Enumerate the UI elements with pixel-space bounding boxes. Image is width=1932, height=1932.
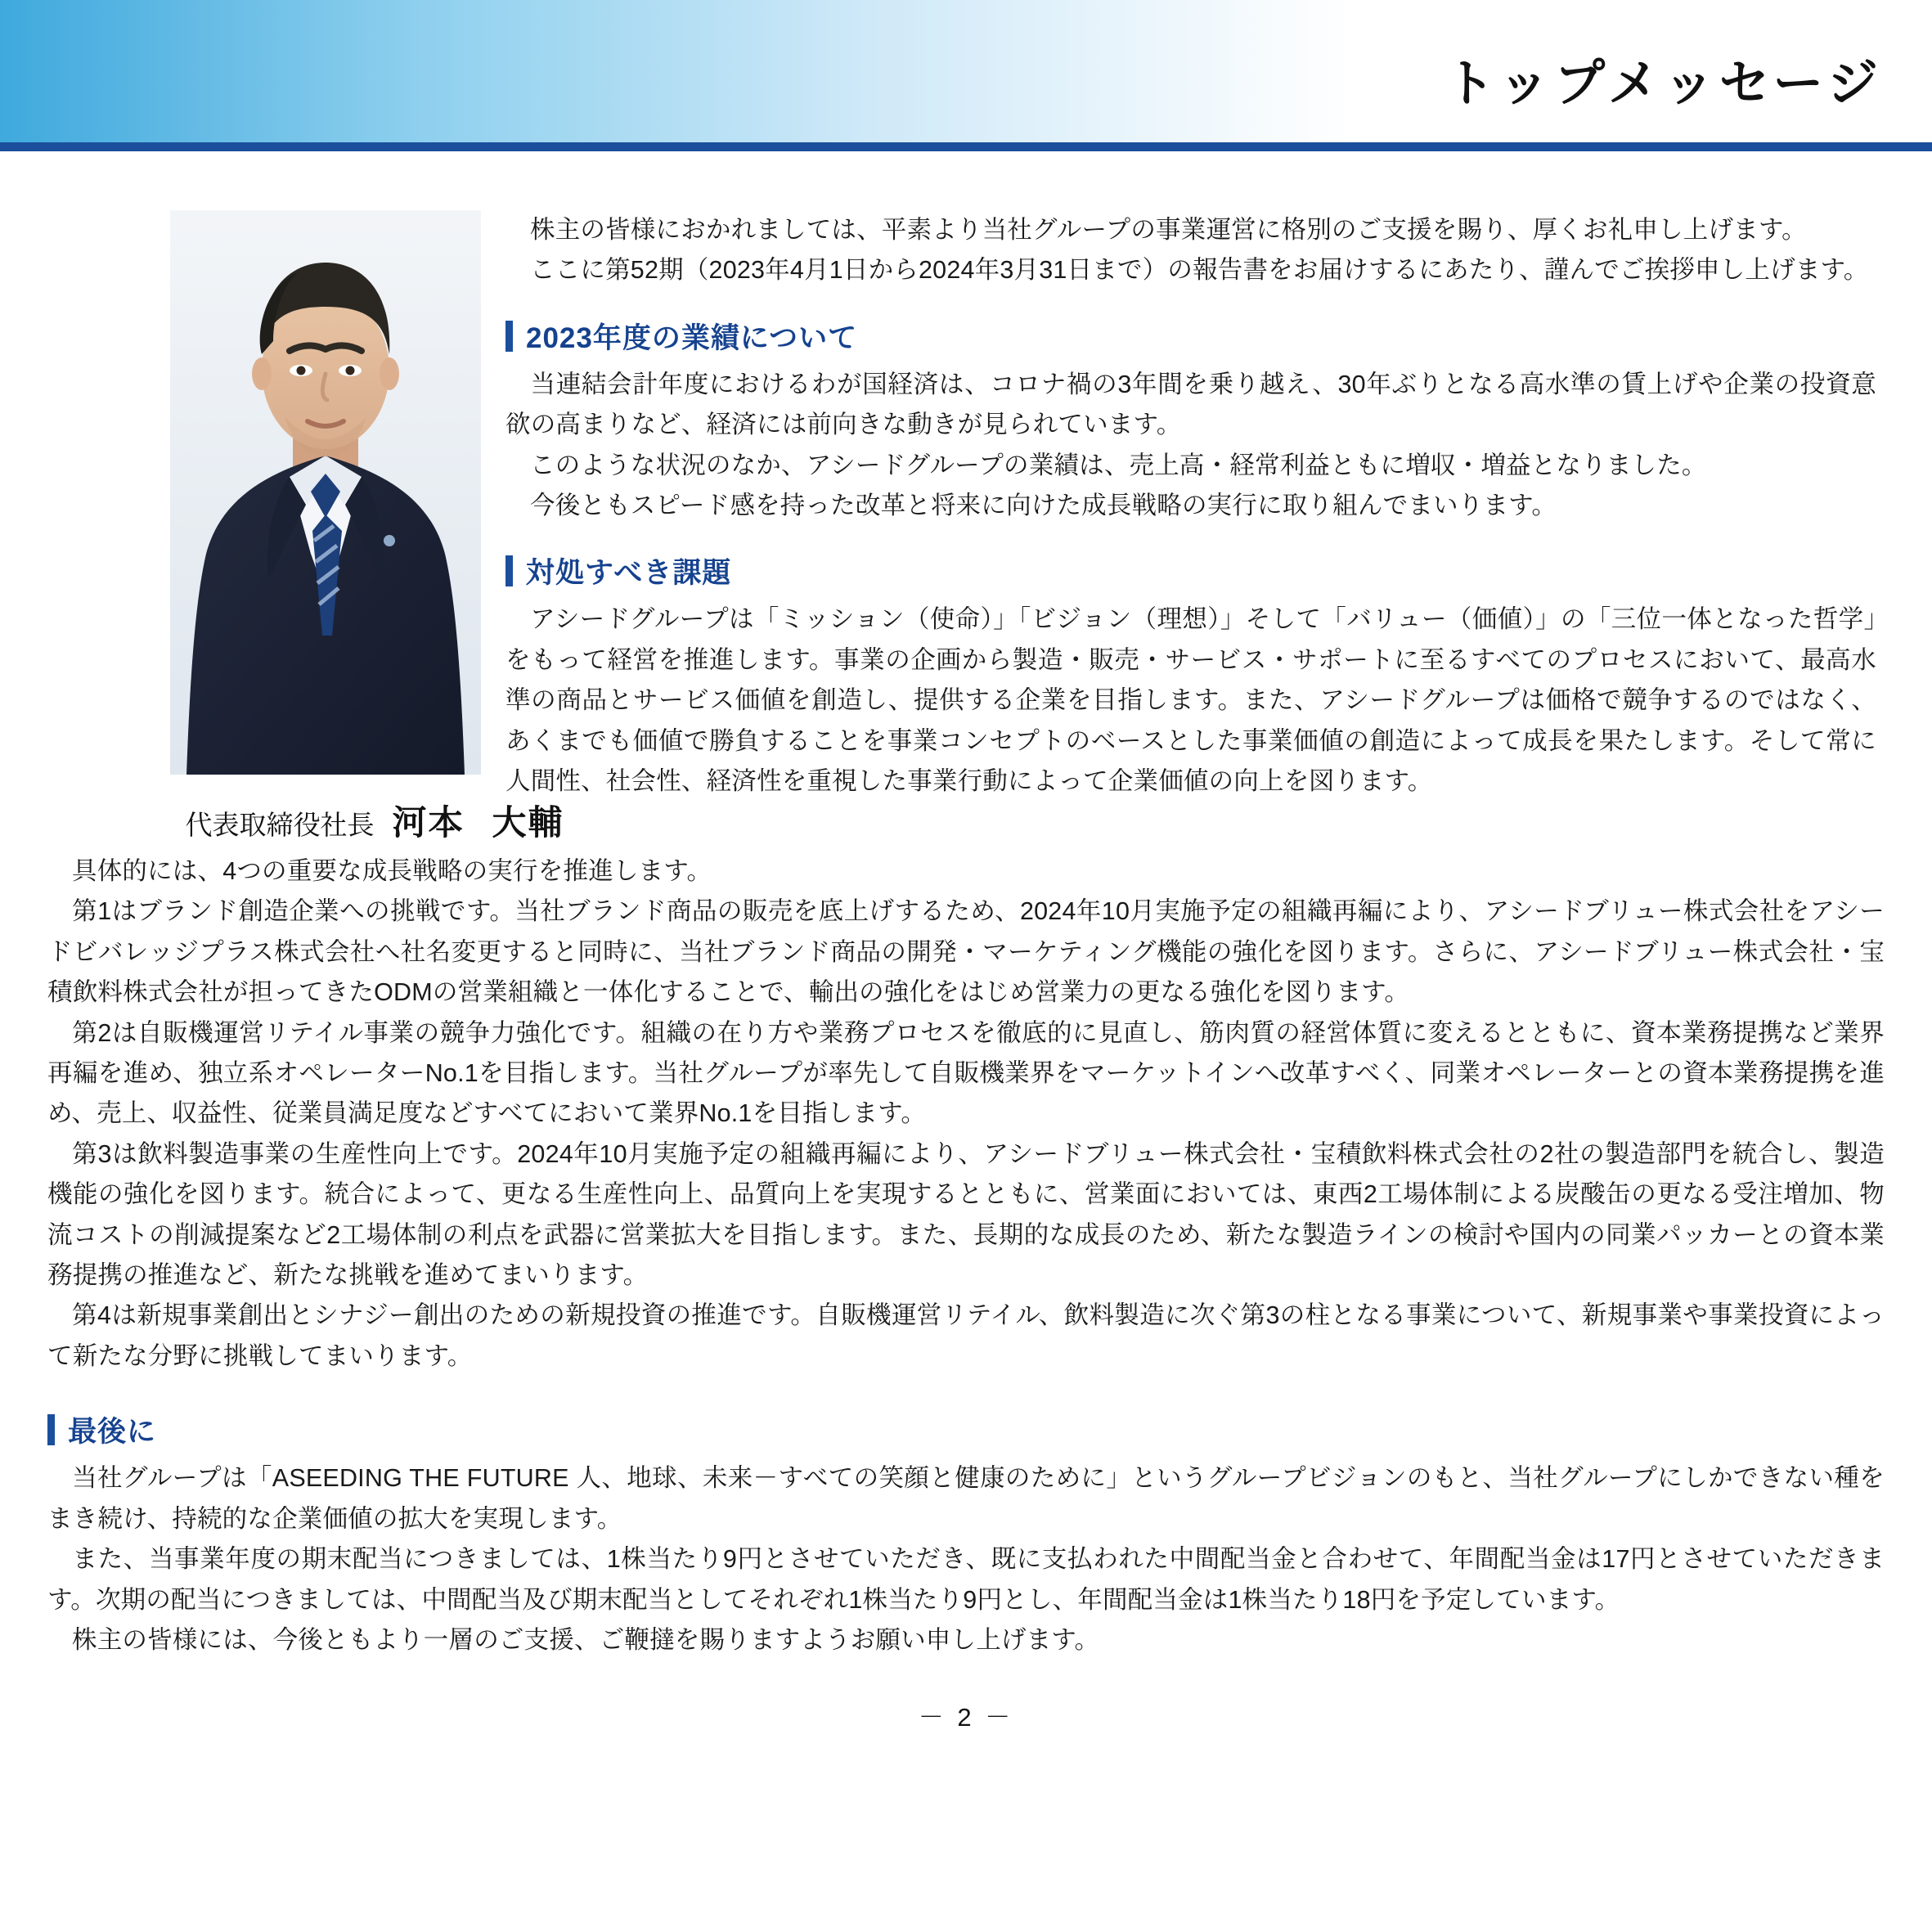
closing-paragraph xyxy=(47,1539,1885,1620)
strategy-paragraph-text: 第2は自販機運営リテイル事業の競争力強化です。組織の在り方や業務プロセスを徹底的に見直し、筋肉質の経営体質に変えるとともに、資本業務提携など業界再編を進め、独立系オペレーターNo.1を目指します。当社グループが率先して自販機業界をマーケットインへ改革すべく、同業オペレーターとの資本業務提携を進め、売上、収益性、従業員満足度などすべてにおいて業界No.1を目指します。 xyxy=(47,1018,1885,1128)
page-number: － 2 － xyxy=(918,1703,1014,1732)
section-heading-results-label: 2023年度の業績について xyxy=(526,321,858,354)
portrait-column xyxy=(47,210,564,845)
page-body xyxy=(0,151,1932,1733)
section-paragraph xyxy=(505,365,1876,446)
president-photo xyxy=(170,210,481,775)
intro-paragraph xyxy=(505,250,1876,290)
strategy-paragraphs xyxy=(47,851,1885,1377)
section-heading-closing-label: 最後に xyxy=(68,1416,157,1449)
closing-paragraph-text: 株主の皆様には、今後ともより一層のご支援、ご鞭撻を賜りますようお願い申し上げます。 xyxy=(72,1625,1100,1654)
page-header xyxy=(0,0,1932,151)
intro-paragraph-text: 株主の皆様におかれましては、平素より当社グループの事業運営に格別のご支援を賜り、厚くお礼申し上げます。 xyxy=(530,216,1807,244)
section-paragraph-text: 当連結会計年度におけるわが国経済は、コロナ禍の3年間を乗り越え、30年ぶりとなる高水準の賃上げや企業の投資意欲の高まりなど、経済には前向きな動きが見られています。 xyxy=(505,370,1876,439)
closing-paragraph xyxy=(47,1458,1885,1539)
strategy-paragraph xyxy=(47,1296,1885,1377)
heading-accent-bar xyxy=(505,555,513,586)
section-heading-closing xyxy=(47,1409,1885,1450)
portrait-name-last: 大輔 xyxy=(492,803,564,842)
section-paragraph-text: このような状況のなか、アシードグループの業績は、売上高・経常利益ともに増収・増益となりました。 xyxy=(530,451,1707,479)
closing-paragraph xyxy=(47,1620,1885,1660)
section-heading-results xyxy=(505,316,1876,357)
portrait-caption-name xyxy=(392,803,564,842)
section-paragraph xyxy=(505,446,1876,486)
top-section xyxy=(47,151,1885,845)
closing-paragraph-text: また、当事業年度の期末配当につきましては、1株当たり9円とさせていただき、既に支払われた中間配当金と合わせて、年間配当金は17円とさせていただきます。次期の配当につきましては、中間配当及び期末配当としてそれぞれ1株当たり9円とし、年間配当金は1株当たり18円を予定しています。 xyxy=(47,1545,1885,1614)
intro-text-column xyxy=(505,210,1885,802)
section-paragraph xyxy=(505,486,1876,526)
strategy-paragraph-text: 第1はブランド創造企業への挑戦です。当社ブランド商品の販売を底上げするため、2024年10月実施予定の組織再編により、アシードブリュー株式会社をアシードビバレッジプラス株式会社へ社名変更すると同時に、当社ブランド商品の開発・マーケティング機能の強化を図ります。さらに、アシードブリュー株式会社・宝積飲料株式会社が担ってきたODMの営業組織と一体化することで、輸出の強化をはじめ営業力の更なる強化を図ります。 xyxy=(47,897,1885,1007)
strategy-paragraph-text: 具体的には、4つの重要な成長戦略の実行を推進します。 xyxy=(72,857,712,885)
strategy-paragraph xyxy=(47,851,1885,892)
page-title: トップメッセージ xyxy=(1445,56,1883,112)
section-paragraph-text: アシードグループは「ミッション（使命）」「ビジョン（理想）」そして「バリュー（価値）」の「三位一体となった哲学」をもって経営を推進します。事業の企画から製造・販売・サービス・サポートに至るすべてのプロセスにおいて、最高水準の商品とサービス価値を創造し、提供する企業を目指します。また、アシードグループは価格で競争するのではなく、あくまでも価値で勝負することを事業コンセプトのベースとした事業価値の創造によって成長を果たします。そして常に人間性、社会性、経済性を重視した事業行動によって企業価値の向上を図ります。 xyxy=(505,605,1876,796)
strategy-paragraph-text: 第3は飲料製造事業の生産性向上です。2024年10月実施予定の組織再編により、アシードブリュー株式会社・宝積飲料株式会社の2社の製造部門を統合し、製造機能の強化を図ります。統合によって、更なる生産性向上、品質向上を実現するとともに、営業面においては、東西2工場体制による炭酸缶の更なる受注増加、物流コストの削減提案など2工場体制の利点を武器に営業拡大を目指します。また、長期的な成長のため、新たな製造ラインの検討や国内の同業パッカーとの資本業務提携の推進など、新たな挑戦を進めてまいります。 xyxy=(47,1139,1885,1290)
portrait-caption-role: 代表取締役社長 xyxy=(185,810,375,840)
president-photo-image xyxy=(170,210,481,775)
closing-paragraph-text: 当社グループは「ASEEDING THE FUTURE 人、地球、未来－すべての笑顔と健康のために」というグループビジョンのもと、当社グループにしかできない種をまき続け、持続的な企業価値の拡大を実現します。 xyxy=(47,1464,1885,1533)
heading-accent-bar xyxy=(505,321,513,352)
section-heading-issues-label: 対処すべき課題 xyxy=(526,557,732,590)
heading-accent-bar xyxy=(47,1414,55,1445)
strategy-paragraph xyxy=(47,892,1885,1013)
strategy-paragraph-text: 第4は新規事業創出とシナジー創出のための新規投資の推進です。自販機運営リテイル、飲料製造に次ぐ第3の柱となる事業について、新規事業や事業投資によって新たな分野に挑戦してまいります。 xyxy=(47,1301,1885,1370)
strategy-paragraph xyxy=(47,1134,1885,1296)
intro-paragraph-text: ここに第52期（2023年4月1日から2024年3月31日まで）の報告書をお届けするにあたり、謹んでご挨拶申し上げます。 xyxy=(530,256,1869,285)
section-paragraph xyxy=(505,600,1876,802)
section-heading-issues xyxy=(505,550,1876,591)
section-paragraph-text: 今後ともスピード感を持った改革と将来に向けた成長戦略の実行に取り組んでまいります。 xyxy=(530,492,1557,520)
portrait-caption xyxy=(170,796,579,845)
header-divider xyxy=(0,142,1932,151)
portrait-name-first: 河本 xyxy=(392,803,465,842)
strategy-paragraph xyxy=(47,1013,1885,1134)
intro-paragraph xyxy=(505,210,1876,250)
